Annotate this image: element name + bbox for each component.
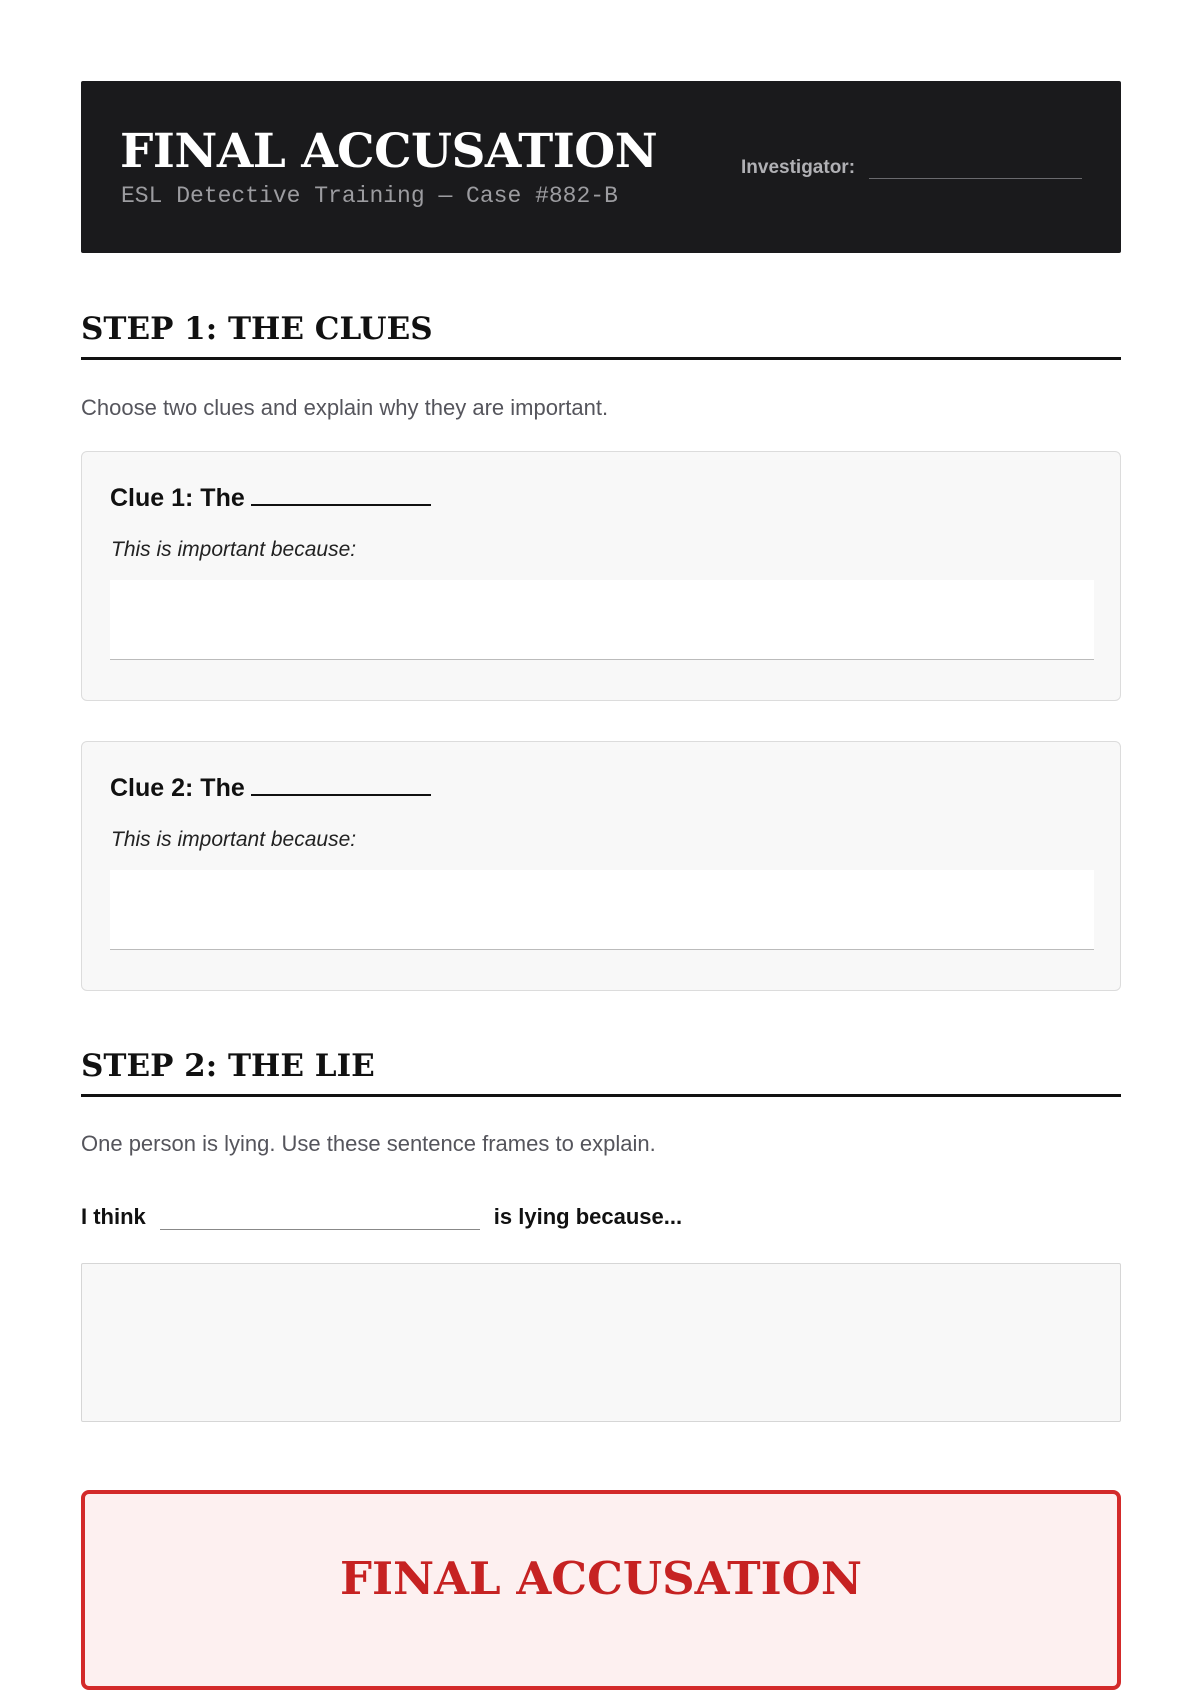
clue-answer-field[interactable] — [110, 870, 1094, 950]
investigator-label: Investigator: — [741, 157, 856, 178]
header-banner — [81, 81, 1121, 253]
clue-card-1 — [81, 451, 1121, 701]
step1-heading: STEP 1: THE CLUES — [81, 311, 1121, 360]
investigator-field-group — [741, 151, 1082, 179]
final-accusation-box — [81, 1490, 1121, 1690]
sentence-frame — [81, 1204, 682, 1230]
clue-prompt: This is important because: — [111, 538, 357, 561]
page-title: FINAL ACCUSATION — [120, 124, 658, 179]
final-accusation-title: FINAL ACCUSATION — [340, 1552, 862, 1605]
clue-name-blank[interactable] — [251, 774, 431, 796]
clue-name-blank[interactable] — [251, 484, 431, 506]
frame-prefix: I think — [81, 1204, 146, 1229]
lie-explanation-field[interactable] — [81, 1263, 1121, 1422]
clue-title-label: Clue 1: The — [110, 484, 245, 512]
clue-title — [110, 774, 431, 803]
clue-answer-field[interactable] — [110, 580, 1094, 660]
clue-title-label: Clue 2: The — [110, 774, 245, 802]
suspect-name-input[interactable] — [160, 1208, 480, 1230]
step2-heading: STEP 2: THE LIE — [81, 1048, 1121, 1097]
frame-suffix: is lying because... — [493, 1204, 683, 1229]
investigator-input[interactable] — [869, 151, 1082, 179]
case-subtitle: ESL Detective Training — Case #882-B — [121, 183, 618, 209]
clue-card-2 — [81, 741, 1121, 991]
clue-prompt: This is important because: — [111, 828, 357, 851]
clue-title — [110, 484, 431, 513]
step1-description: Choose two clues and explain why they are important. — [81, 395, 609, 420]
step2-description: One person is lying. Use these sentence frames to explain. — [81, 1131, 656, 1156]
